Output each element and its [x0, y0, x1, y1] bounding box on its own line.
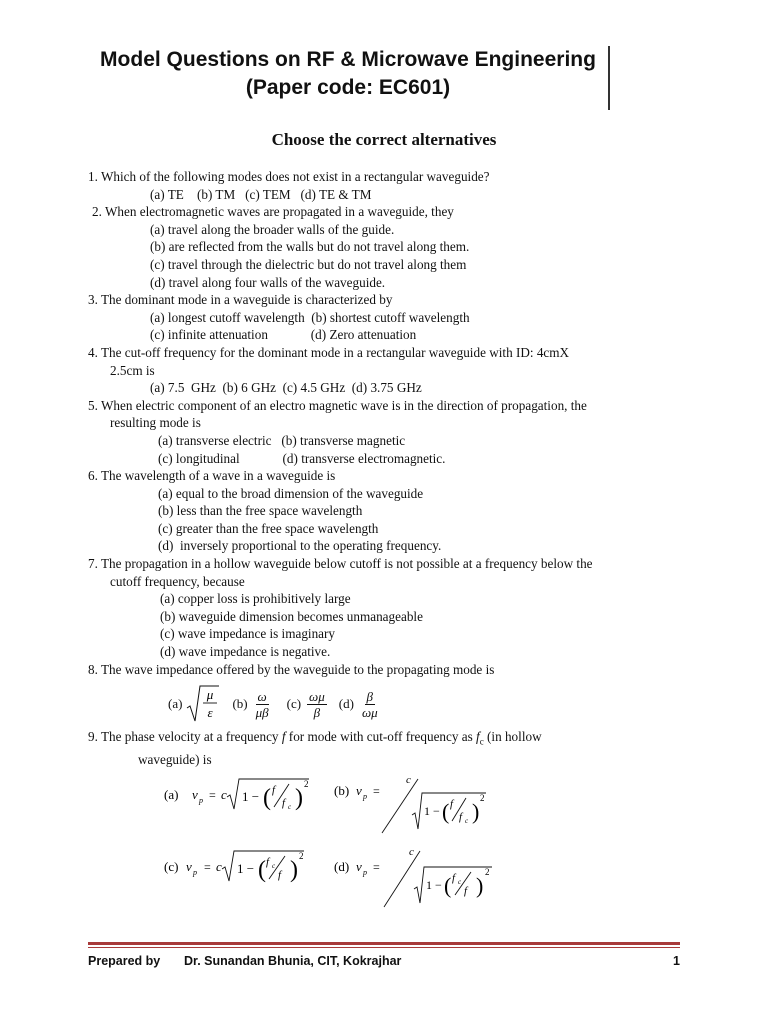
f-symbol: f: [450, 798, 454, 811]
one-minus: 1 −: [242, 789, 260, 805]
option-c-label: (c): [286, 696, 302, 712]
title-line-1: Model Questions on RF & Microwave Engineering: [100, 48, 596, 71]
fraction-numerator: ω: [257, 688, 267, 704]
question-text-continued: resulting mode is: [110, 415, 201, 431]
question-text-part: for mode with cut-off frequency as: [285, 729, 477, 745]
title-line-2: (Paper code: EC601): [245, 76, 451, 99]
formula-b: [334, 771, 514, 841]
fc-symbol: f: [452, 872, 456, 885]
phase-velocity-options: [88, 775, 680, 915]
option-a-label: (a): [164, 787, 179, 803]
fraction-omega-mu-over-beta: [307, 689, 327, 720]
c-symbol: c: [216, 859, 222, 875]
right-paren: ): [295, 785, 303, 812]
question-text-continued: cutoff frequency, because: [110, 573, 245, 589]
vp-subscript: p: [363, 868, 367, 878]
question-text: 8. The wave impedance offered by the waveguide to the propagating mode is: [88, 661, 495, 677]
right-paren: ): [472, 799, 480, 825]
question-4: [88, 344, 680, 397]
fc-subscript: c: [288, 803, 292, 812]
question-9: [88, 728, 680, 915]
question-text: 6. The wavelength of a wave in a waveguide is: [88, 468, 336, 484]
document-title: [88, 46, 608, 102]
question-8: [88, 661, 680, 725]
footer-rule-thick: [88, 942, 680, 945]
fraction-denominator: ωμ: [361, 704, 378, 720]
question-5: [88, 397, 680, 467]
option-line: (a) longest cutoff wavelength (b) shortest cutoff wavelength: [150, 309, 470, 325]
exponent-2: 2: [480, 793, 485, 804]
footer-author: Dr. Sunandan Bhunia, CIT, Kokrajhar: [184, 954, 402, 968]
option-line: (a) 7.5 GHz (b) 6 GHz (c) 4.5 GHz (d) 3.75 GHz: [150, 380, 422, 396]
fraction-denominator: μβ: [255, 704, 269, 720]
right-paren: ): [476, 873, 484, 899]
option-line: (a) copper loss is prohibitively large: [160, 591, 351, 607]
c-symbol: c: [221, 787, 227, 803]
vp-subscript: p: [363, 792, 367, 802]
f-symbol: f: [278, 869, 282, 882]
question-text-part: 9. The phase velocity at a frequency: [88, 729, 282, 745]
frequency-symbol: f: [281, 729, 286, 745]
option-line: (d) wave impedance is negative.: [160, 644, 331, 660]
formula-a: [164, 775, 324, 823]
fc-symbol: f: [266, 856, 270, 869]
section-title: Choose the correct alternatives: [271, 130, 497, 149]
vp-symbol: v: [192, 787, 198, 803]
fc-symbol: f: [282, 797, 286, 810]
right-paren: ): [290, 857, 298, 884]
footer-prepared-by: Prepared by: [88, 954, 161, 968]
question-text: 3. The dominant mode in a waveguide is characterized by: [88, 292, 393, 308]
option-b-label: (b): [334, 783, 350, 799]
fc-symbol: f: [459, 811, 463, 824]
exponent-2: 2: [299, 851, 304, 862]
option-line: (a) travel along the broader walls of the guide.: [150, 221, 395, 237]
vp-symbol: v: [356, 783, 362, 799]
fraction-denominator: β: [313, 704, 321, 720]
one-minus: 1 −: [426, 878, 442, 893]
fraction-omega-over-mu-beta: [254, 689, 271, 720]
question-list: [88, 168, 680, 915]
option-line: (b) less than the free space wavelength: [158, 503, 363, 519]
exponent-2: 2: [485, 867, 490, 878]
option-line: (c) travel through the dielectric but do not travel along them: [150, 256, 467, 272]
left-paren: (: [263, 785, 271, 812]
title-vertical-rule: [608, 46, 610, 110]
option-d-label: (d): [338, 696, 354, 712]
option-line: (b) are reflected from the walls but do not travel along them.: [150, 239, 470, 255]
question-text-continued: 2.5cm is: [110, 362, 155, 378]
question-1: [88, 168, 680, 203]
fc-subscript: c: [465, 817, 469, 826]
sqrt-fraction-mu-over-epsilon: [186, 684, 220, 724]
option-line: (d) travel along four walls of the waveguide.: [150, 274, 386, 290]
mu-symbol: μ: [207, 687, 214, 703]
option-d-label: (d): [334, 859, 350, 875]
option-line: (a) transverse electric (b) transverse magnetic: [158, 432, 406, 448]
c-symbol: c: [406, 774, 411, 787]
fraction-beta-over-omega-mu: [360, 689, 380, 720]
question-3: [88, 291, 680, 344]
exponent-2: 2: [304, 779, 309, 790]
vp-symbol: v: [186, 859, 192, 875]
question-text-continued: waveguide) is: [138, 752, 212, 768]
question-text: 1. Which of the following modes does not exist in a rectangular waveguide?: [88, 169, 490, 184]
question-6: [88, 467, 680, 555]
left-paren: (: [258, 857, 266, 884]
equals-sign: =: [373, 860, 380, 875]
one-minus: 1 −: [237, 861, 255, 877]
epsilon-symbol: ε: [207, 705, 213, 721]
formula-c: [164, 847, 324, 895]
question-7: [88, 555, 680, 661]
option-c-label: (c): [164, 859, 179, 875]
equals-sign: =: [204, 860, 211, 875]
question-text: 4. The cut-off frequency for the dominant mode in a rectangular waveguide with ID: 4cmX: [88, 344, 570, 360]
fraction-numerator: ωμ: [309, 688, 325, 704]
footer-rule-thin: [88, 947, 680, 948]
option-line: (c) wave impedance is imaginary: [160, 626, 336, 642]
question-text-part: (in hollow: [483, 729, 542, 745]
option-line: (c) longitudinal (d) transverse electromagnetic.: [158, 450, 446, 466]
option-a-label: (a): [168, 696, 183, 712]
vp-symbol: v: [356, 859, 362, 875]
equals-sign: =: [373, 784, 380, 799]
option-line: (b) waveguide dimension becomes unmanageable: [160, 608, 423, 624]
question-2: [88, 203, 680, 291]
fc-subscript: c: [272, 862, 276, 871]
impedance-options: [88, 684, 680, 724]
question-text: 7. The propagation in a hollow waveguide below cutoff is not possible at a frequency below the: [88, 556, 593, 572]
left-paren: (: [442, 799, 450, 825]
vp-subscript: p: [193, 868, 197, 878]
question-text: 2. When electromagnetic waves are propagated in a waveguide, they: [92, 204, 454, 220]
option-b-label: (b): [232, 696, 248, 712]
question-text: 5. When electric component of an electro magnetic wave is in the direction of propagation, the: [88, 397, 587, 413]
c-symbol: c: [409, 846, 414, 859]
page-number: 1: [673, 954, 680, 968]
one-minus: 1 −: [424, 804, 440, 819]
cutoff-subscript: c: [479, 736, 484, 747]
fraction-numerator: β: [366, 688, 374, 704]
option-line: (a) TE (b) TM (c) TEM (d) TE & TM: [150, 186, 372, 202]
vp-subscript: p: [199, 796, 203, 806]
equals-sign: =: [209, 788, 216, 803]
f-symbol: f: [464, 885, 468, 898]
fc-subscript: c: [458, 878, 462, 887]
option-line: (d) inversely proportional to the operating frequency.: [158, 538, 442, 554]
cutoff-frequency-symbol: f: [476, 729, 480, 745]
option-line: (c) infinite attenuation (d) Zero attenuation: [150, 327, 417, 343]
formula-d: [334, 843, 514, 913]
option-line: (c) greater than the free space wavelength: [158, 520, 379, 536]
f-symbol: f: [272, 784, 276, 797]
option-line: (a) equal to the broad dimension of the waveguide: [158, 485, 424, 501]
left-paren: (: [444, 873, 452, 899]
question-text: [88, 728, 680, 751]
